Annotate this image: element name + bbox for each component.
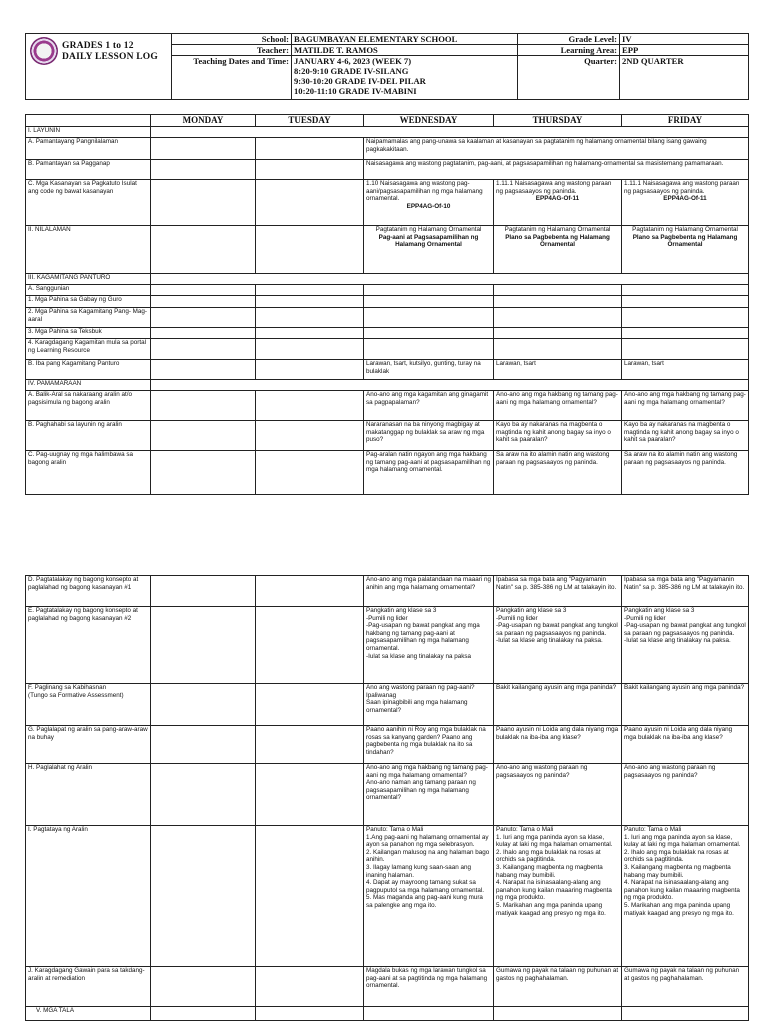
- quarter-label: Quarter:: [518, 56, 620, 100]
- row-label-j: J. Karagdagang Gawain para sa takdang-aralin at remediation: [26, 967, 151, 1007]
- dll-title-line1: GRADES 1 to 12: [62, 41, 134, 51]
- iba-pang-wed: Larawan, tsart, kutsilyo, gunting, turay na bulaklak: [364, 360, 494, 380]
- h-thu: Ano-ano ang wastong paraan ng pagsasaayos ng paninda?: [494, 764, 622, 826]
- school-value: BAGUMBAYAN ELEMENTARY SCHOOL: [292, 34, 518, 45]
- nilalaman-thu-topic: Pagtatanim ng Halamang Ornamental: [504, 226, 611, 233]
- row-label-iba-pang: B. Iba pang Kagamitang Panturo: [26, 360, 151, 380]
- pag-uugnay-thu: Sa araw na ito alamin natin ang wastong paraan ng pagsasaayos ng paninda.: [494, 451, 622, 495]
- kasanayan-thu-code: EPP4AG-Of-11: [535, 195, 580, 203]
- iba-pang-thu: Larawan, tsart: [494, 360, 622, 380]
- area-value: EPP: [620, 45, 749, 56]
- row-label-teksbuk: 3. Mga Pahina sa Teksbuk: [26, 328, 151, 339]
- i-wed: Panuto: Tama o Mali 1.Ang pag-aani ng halamang ornamental ay ayon sa panahon ng mga selebrasyon. 2. Kailangan malusog na ang halaman bago anihin. 3. Ilagay lamang kung saan-saan ang inaning halaman. 4. Dapat ay mayroong tamang sukat sa pagpuputol sa mga halamang ornamental. 5. Mas maganda ang pag-aani kung mura sa palengke ang mga ito.: [364, 826, 494, 967]
- nilalaman-thu-subtopic: Plano sa Pagbebenta ng Halamang Ornamental: [505, 233, 610, 249]
- grade-label: Grade Level:: [518, 34, 620, 45]
- nilalaman-fri-topic: Pagtatanim ng Halamang Ornamental: [632, 226, 738, 233]
- nilalaman-fri-subtopic: Plano sa Pagbebenta ng Halamang Ornamental: [632, 233, 738, 249]
- j-wed: Magdala bukas ng mga larawan tungkol sa pag-aani at sa pagtitinda ng mga halamang ornamental.: [364, 967, 494, 1007]
- j-fri: Gumawa ng payak na talaan ng puhunan at gastos ng paghahalaman.: [622, 967, 749, 1007]
- g-thu: Paano ayusin ni Loida ang dala niyang mga bulaklak na iba-iba ang klase?: [494, 726, 622, 764]
- pag-uugnay-wed: Pag-aralan natin ngayon ang mga hakbang ng tamang pag-aani at pagsasapamilihan ng mga halamang ornamental.: [364, 451, 494, 495]
- day-friday: FRIDAY: [622, 115, 749, 127]
- g-fri: Paano ayusin ni Loida ang dala niyang mga bulaklak na iba-iba ang klase?: [622, 726, 749, 764]
- kasanayan-wed-code: EPP4AG-Of-10: [406, 202, 451, 210]
- d-fri: Ipabasa sa mga bata ang "Pagyamanin Natin" sa p. 385-386 ng LM at talakayin ito.: [622, 576, 749, 607]
- j-thu: Gumawa ng payak na talaan ng puhunan at gastos ng paghahalaman.: [494, 967, 622, 1007]
- pagganap-text: Naisasagawa ang wastong pagtatanim, pag-aani, at pagsasapamilihan ng halamang-ornamental sa masistemang pamamaraan.: [364, 160, 749, 180]
- balik-wed: Ano-ano ang mga kagamitan ang ginagamit sa pagpapalaman?: [364, 391, 494, 421]
- row-label-sanggunian: A. Sanggunian: [26, 285, 151, 296]
- teacher-label: Teacher:: [172, 45, 292, 56]
- pag-uugnay-fri: Sa araw na ito alamin natin ang wastong paraan ng pagsasaayos ng paninda.: [622, 451, 749, 495]
- row-label-f: F. Paglinang sa Kabihasnan (Tungo sa Formative Assessment): [26, 684, 151, 726]
- paghahabi-thu: Kayo ba ay nakaranas na magbenta o magtinda ng kahit anong bagay sa inyo o kahit sa paaralan?: [494, 421, 622, 451]
- grade-value: IV: [620, 34, 749, 45]
- e-thu: Pangkatin ang klase sa 3 -Pumili ng lider -Pag-usapan ng bawat pangkat ang tungkol sa paraan ng pagsasaayos ng paninda. -Iulat sa klase ang tinalakay na paksa.: [494, 607, 622, 684]
- day-header-row: [26, 115, 749, 127]
- area-label: Learning Area:: [518, 45, 620, 56]
- e-fri: Pangkatin ang klase sa 3 -Pumili ng lider -Pag-usapan ng bawat pangkat ang tungkol sa paraan ng pagsasaayos ng paninda. -Iulat sa klase ang tinalakay na paksa.: [622, 607, 749, 684]
- balik-thu: Ano-ano ang mga hakbang ng tamang pag-aani ng mga halamang ornamental?: [494, 391, 622, 421]
- nilalaman-fri: [622, 226, 749, 274]
- dates-label: Teaching Dates and Time:: [172, 56, 292, 100]
- deped-seal-icon: [30, 37, 58, 65]
- section-nilalaman: II. NILALAMAN: [26, 226, 151, 274]
- f-fri: Bakit kailangang ayusin ang mga paninda?: [622, 684, 749, 726]
- e-wed: Pangkatin ang klase sa 3 -Pumili ng lider -Pag-usapan ng bawat pangkat ang mga hakbang ng tamang pag-aani at pagsasapamilihan ng mga halamang ornamental. -Iulat sa klase ang tinalakay na paksa: [364, 607, 494, 684]
- kasanayan-thu: [494, 180, 622, 226]
- section-tala: V. MGA TALA: [26, 1007, 151, 1021]
- d-wed: Ano-ano ang mga palatandaan na maaari ng anihin ang mga halamang ornamental?: [364, 576, 494, 607]
- nilalaman-wed-topic: Pagtatanim ng Halamang Ornamental: [375, 226, 482, 233]
- lesson-log-table-page2: [25, 575, 749, 1021]
- row-label-pag-uugnay: C. Pag-uugnay ng mga halimbawa sa bagong aralin: [26, 451, 151, 495]
- i-thu: Panuto: Tama o Mali 1. Iuri ang mga paninda ayon sa klase, kulay at laki ng mga halaman ornamental. 2. Ihalo ang mga bulaklak na rosas at orchids sa pagtitinda. 3. Kailangang magbenta ng magbenta habang may bumibili. 4. Narapat na isinasaalang-alang ang panahon kung kailan maaaring magbenta ng mga produkto. 5. Marikahan ang mga paninda upang matiyak kaagad ang presyo ng mga ito.: [494, 826, 622, 967]
- kasanayan-fri-text: 1.11.1 Naisasagawa ang wastong paraan ng pagsasaayos ng paninda.: [624, 180, 740, 195]
- nilalaman-wed: [364, 226, 494, 274]
- day-wednesday: WEDNESDAY: [364, 115, 494, 127]
- kasanayan-thu-text: 1.11.1 Naisasagawa ang wastong paraan ng pagsasaayos ng paninda.: [496, 180, 612, 195]
- day-thursday: THURSDAY: [494, 115, 622, 127]
- nilalaman-wed-subtopic: Pag-aani at Pagsasapamilihan ng Halamang Ornamental: [378, 233, 479, 249]
- dates-value: JANUARY 4-6, 2023 (WEEK 7) 8:20-9:10 GRADE IV-SILANG 9:30-10:20 GRADE IV-DEL PILAR 10:20-11:10 GRADE IV-MABINI: [292, 56, 518, 100]
- f-wed: Ano ang wastong paraan ng pag-aani? Ipaliwanag Saan ipinagbibili ang mga halamang ornamental?: [364, 684, 494, 726]
- h-fri: Ano-ano ang wastong paraan ng pagsasaayos ng paninda?: [622, 764, 749, 826]
- pangnilalaman-text: Naipamamalas ang pang-unawa sa kaalaman at kasanayan sa pagtatanim ng halamang ornamental bilang isang gawaing pagkakakitaan.: [364, 138, 749, 160]
- row-label-e: E. Pagtatalakay ng bagong konsepto at paglalahad ng bagong kasanayan #2: [26, 607, 151, 684]
- kasanayan-wed: [364, 180, 494, 226]
- paghahabi-fri: Kayo ba ay nakaranas na magbenta o magtinda ng kahit anong bagay sa inyo o kahit sa paaralan?: [622, 421, 749, 451]
- teacher-value: MATILDE T. RAMOS: [292, 45, 518, 56]
- h-wed: Ano-ano ang mga hakbang ng tamang pag-aani ng mga halamang ornamental? Ano-ano naman ang tamang paraan ng pagsasapamilihan ng mga halamang ornamental?: [364, 764, 494, 826]
- quarter-value: 2ND QUARTER: [620, 56, 749, 100]
- kasanayan-fri: [622, 180, 749, 226]
- day-tuesday: TUESDAY: [256, 115, 364, 127]
- dll-title: [62, 41, 158, 63]
- iba-pang-fri: Larawan, tsart: [622, 360, 749, 380]
- balik-fri: Ano-ano ang mga hakbang ng tamang pag-aani ng mga halamang ornamental?: [622, 391, 749, 421]
- row-label-kasanayan: C. Mga Kasanayan sa Pagkatuto Isulat ang code ng bawat kasanayan: [26, 180, 151, 226]
- f-thu: Bakit kailangang ayusin ang mga paninda?: [494, 684, 622, 726]
- dll-title-line2: DAILY LESSON LOG: [62, 52, 158, 62]
- section-kagamitan: III. KAGAMITANG PANTURO: [26, 274, 151, 285]
- row-label-g: G. Paglalapat ng aralin sa pang-araw-araw na buhay: [26, 726, 151, 764]
- g-wed: Paano aanihin ni Roy ang mga bulaklak na rosas sa kanyang garden? Paano ang pagbebenta ng mga bulaklak na ito sa tindahan?: [364, 726, 494, 764]
- kasanayan-wed-text: 1.10 Naisasagawa ang wastong pag-aani/pagsasapamilihan ng mga halamang ornamental.: [366, 180, 483, 203]
- row-label-i: I. Pagtataya ng Aralin: [26, 826, 151, 967]
- kasanayan-fri-code: EPP4AG-Of-11: [663, 195, 707, 203]
- d-thu: Ipabasa sa mga bata ang "Pagyamanin Natin" sa p. 385-386 ng LM at talakayin ito.: [494, 576, 622, 607]
- row-label-karagdagang: 4. Karagdagang Kagamitan mula sa portal ng Learning Resource: [26, 339, 151, 360]
- lesson-log-table-page1: [25, 114, 749, 495]
- section-pamamaraan: IV. PAMAMARAAN: [26, 380, 151, 391]
- row-label-pangnilalaman: A. Pamantayang Pangnilalaman: [26, 138, 151, 160]
- row-label-kagamitang-pang-mag-aaral: 2. Mga Pahina sa Kagamitang Pang- Mag-aaral: [26, 308, 151, 328]
- row-label-balik-aral: A. Balik-Aral sa nakaraang aralin at/o pagsisimula ng bagong aralin: [26, 391, 151, 421]
- row-label-gabay: 1. Mga Pahina sa Gabay ng Guro: [26, 296, 151, 308]
- corner-cell: [26, 115, 151, 127]
- paghahabi-wed: Nararanasan na ba ninyong magbigay at makatanggap ng bulaklak sa araw ng mga puso?: [364, 421, 494, 451]
- section-layunin: I. LAYUNIN: [26, 127, 151, 138]
- logo-cell: [26, 34, 172, 100]
- school-label: School:: [172, 34, 292, 45]
- header-table: [25, 33, 749, 100]
- row-label-pagganap: B. Pamantayan sa Pagganap: [26, 160, 151, 180]
- i-fri: Panuto: Tama o Mali 1. Iuri ang mga paninda ayon sa klase, kulay at laki ng mga halaman ornamental. 2. Ihalo ang mga bulaklak na rosas at orchids sa pagtitinda. 3. Kailangang magbenta ng magbenta habang may bumibili. 4. Narapat na isinasaalang-alang ang panahon kung kailan maaaring magbenta ng mga produkto. 5. Marikahan ang mga paninda upang matiyak kaagad ang presyo ng mga ito.: [622, 826, 749, 967]
- day-monday: MONDAY: [151, 115, 256, 127]
- nilalaman-thu: [494, 226, 622, 274]
- row-label-d: D. Pagtatalakay ng bagong konsepto at paglalahad ng bagong kasanayan #1: [26, 576, 151, 607]
- row-label-paghahabi: B. Paghahabi sa layunin ng aralin: [26, 421, 151, 451]
- row-label-h: H. Paglalahat ng Aralin: [26, 764, 151, 826]
